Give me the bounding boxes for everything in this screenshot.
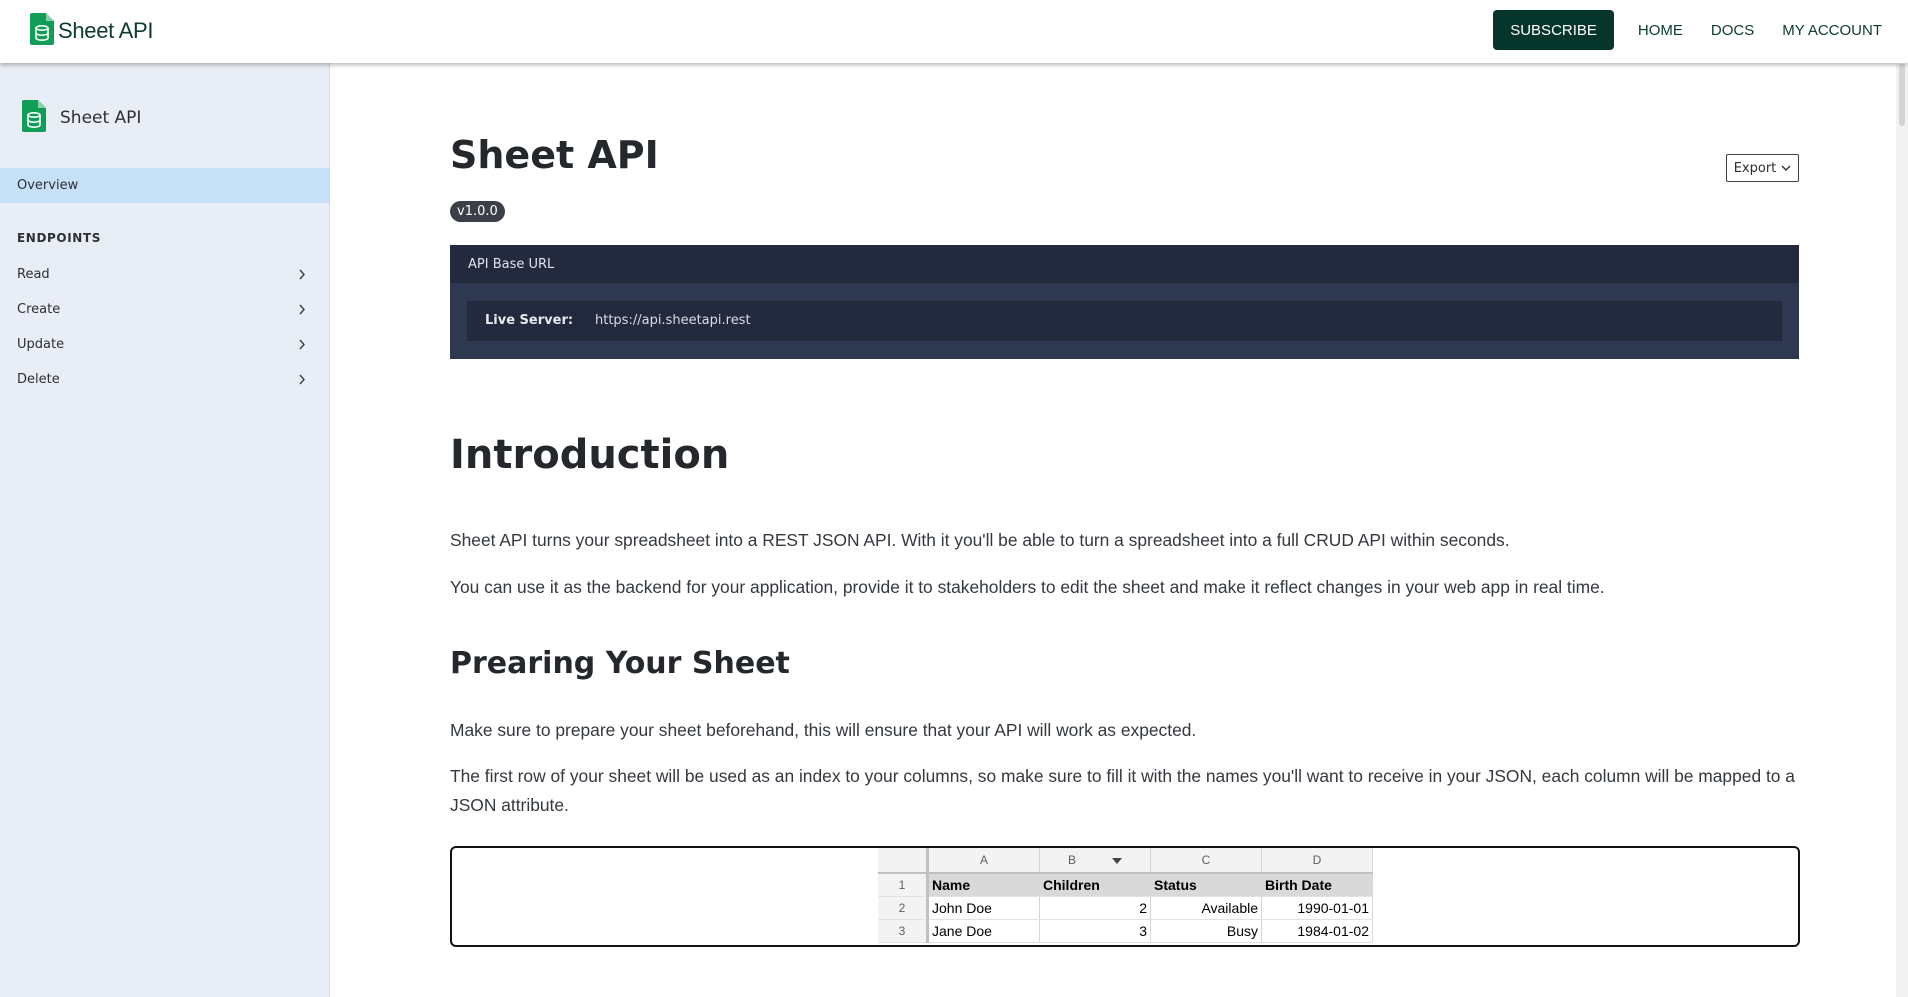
corner-cell [878,848,928,873]
sheets-logo-icon [22,100,46,136]
sidebar-item-read[interactable] [0,257,329,291]
spreadsheet-example-figure [450,846,1800,947]
api-base-url-heading: API Base URL [468,257,555,272]
intro-paragraph-1: Sheet API turns your spreadsheet into a REST JSON API. With it you'll be able to turn a spreadsheet into a full CRUD API within seconds. [450,530,1510,550]
preparing-sheet-heading: Prearing Your Sheet [450,646,790,681]
prep-paragraph-1: Make sure to prepare your sheet beforehand, this will ensure that your API will work as expected. [450,720,1197,740]
introduction-heading: Introduction [450,432,730,478]
chevron-right-icon [298,304,306,315]
api-base-url-panel [450,245,1799,359]
column-letter-b [1040,848,1151,873]
scrollbar-thumb[interactable] [1899,64,1905,126]
sidebar [0,63,330,997]
sidebar-item-create[interactable] [0,292,329,326]
header-brand-text: Sheet API [58,18,154,43]
table-cell: 1984-01-02 [1262,920,1373,943]
table-row [878,897,1373,920]
page-title: Sheet API [450,133,659,177]
table-cell: Available [1151,897,1262,920]
table-cell: Status [1151,873,1262,897]
chevron-down-icon [1781,165,1791,172]
sidebar-item-label: Delete [17,371,60,387]
sidebar-section-heading: ENDPOINTS [17,231,101,245]
table-row [878,920,1373,943]
live-server-url[interactable]: https://api.sheetapi.rest [595,313,751,328]
page-scrollbar[interactable] [1896,64,1908,997]
live-server-row[interactable] [467,301,1782,341]
table-cell: Birth Date [1262,873,1373,897]
nav-account-link[interactable]: MY ACCOUNT [1782,21,1882,39]
export-label: Export [1733,160,1777,176]
chevron-right-icon [298,339,306,350]
row-number: 2 [878,897,928,920]
column-letter: C [1151,848,1262,873]
spreadsheet-table [878,848,1373,943]
sidebar-item-delete[interactable] [0,362,329,396]
table-cell: Busy [1151,920,1262,943]
sidebar-item-update[interactable] [0,327,329,361]
row-number: 1 [878,873,928,897]
table-cell: John Doe [928,897,1040,920]
top-navbar [0,0,1908,63]
sidebar-item-overview[interactable] [0,168,329,203]
version-badge: v1.0.0 [450,201,505,222]
header-brand[interactable] [30,13,153,49]
table-cell: 2 [1040,897,1151,920]
sidebar-item-label: Update [17,336,65,352]
nav-home-link[interactable]: HOME [1637,21,1683,39]
row-number: 3 [878,920,928,943]
sidebar-item-label: Read [17,266,50,282]
nav-docs-link[interactable]: DOCS [1710,21,1755,39]
live-server-label: Live Server: [485,313,574,328]
sheets-logo-icon [30,13,54,49]
column-letter: B [1067,853,1076,867]
table-cell: 3 [1040,920,1151,943]
column-header-row [878,848,1373,873]
subscribe-button[interactable]: SUBSCRIBE [1493,10,1614,50]
filter-dropdown-icon [1112,858,1122,864]
prep-paragraph-2: The first row of your sheet will be used as an index to your columns, so make sure to fill it with the names you'll want to receive in your JSON, each column will be mapped to a JSON attribute. [450,766,1795,815]
api-base-url-header [450,245,1799,283]
sidebar-brand[interactable] [22,100,141,136]
table-cell: Children [1040,873,1151,897]
export-dropdown[interactable] [1726,154,1799,182]
table-cell: Jane Doe [928,920,1040,943]
sidebar-item-label: Overview [17,178,79,193]
chevron-right-icon [298,269,306,280]
column-letter: A [928,848,1040,873]
table-cell: Name [928,873,1040,897]
sidebar-brand-text: Sheet API [60,108,142,128]
table-cell: 1990-01-01 [1262,897,1373,920]
sidebar-item-label: Create [17,301,61,317]
chevron-right-icon [298,374,306,385]
intro-paragraph-2: You can use it as the backend for your application, provide it to stakeholders to edit the sheet and make it reflect changes in your web app in real time. [450,577,1605,597]
header-nav [1493,10,1908,50]
table-row [878,873,1373,897]
column-letter: D [1262,848,1373,873]
